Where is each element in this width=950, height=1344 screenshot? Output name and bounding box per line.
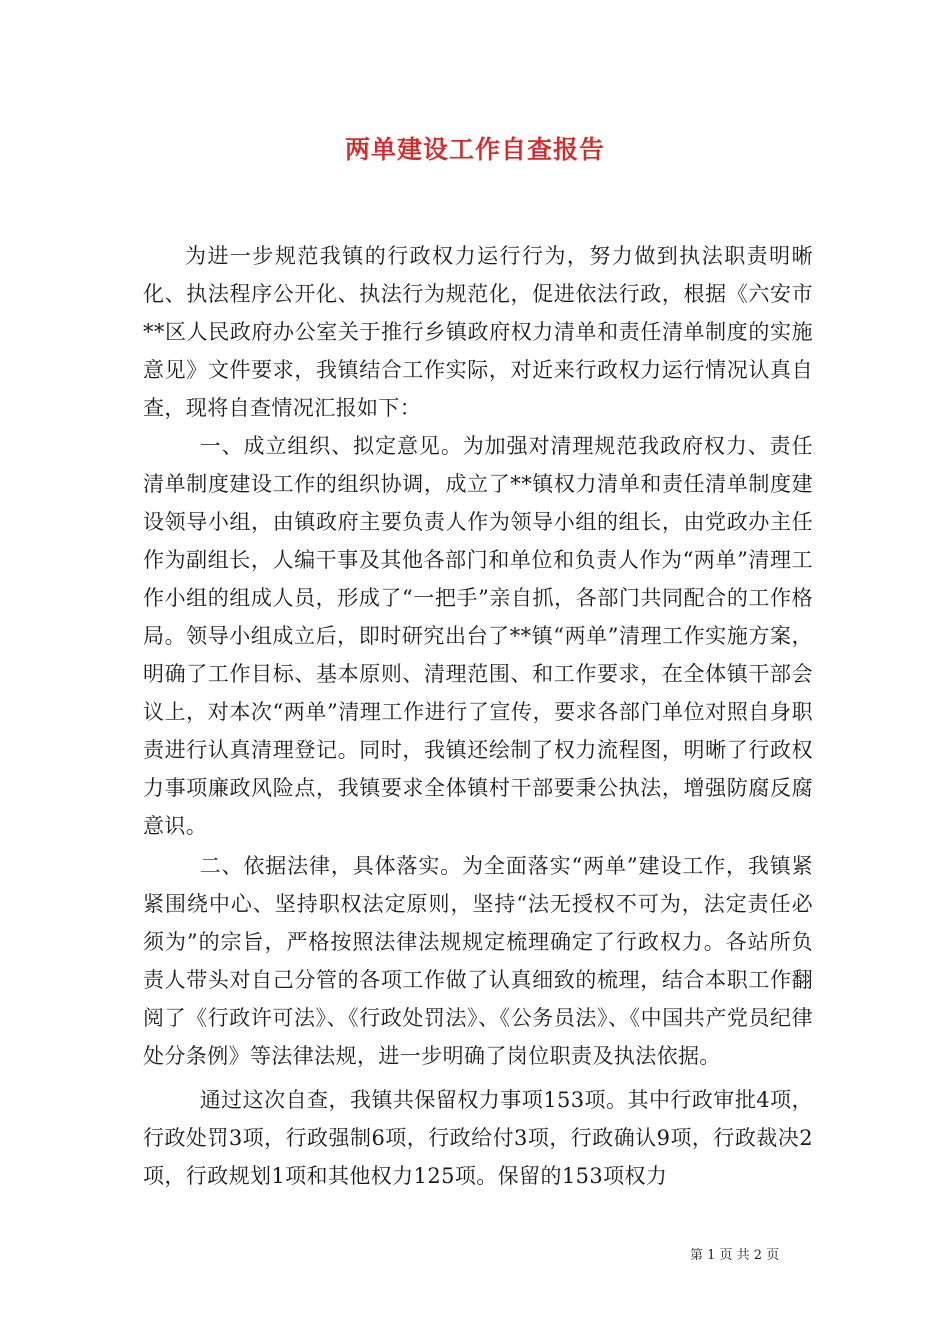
paragraph-section-1: 一、成立组织、拟定意见。为加强对清理规范我政府权力、责任清单制度建设工作的组织协调，成立了**镇权力清单和责任清单制度建设领导小组，由镇政府主要负责人作为领导小组的组长，由党政办主任作为副组长，人编干事及其他各部门和单位和负责人作为“两单”清理工作小组的组成人员，形成了“一把手”亲自抓，各部门共同配合的工作格局。领导小组成立后，即时研究出台了**镇“两单”清理工作实施方案，明确了工作目标、基本原则、清理范围、和工作要求，在全体镇干部会议上，对本次“两单”清理工作进行了宣传，要求各部门单位对照自身职责进行认真清理登记。同时，我镇还绘制了权力流程图，明晰了行政权力事项廉政风险点，我镇要求全体镇村干部要秉公执法，增强防腐反腐意识。	[143, 434, 813, 838]
paragraph-summary: 通过这次自查，我镇共保留权力事项153项。其中行政审批4项，行政处罚3项，行政强制6项，行政给付3项，行政确认9项，行政裁决2项，行政规划1项和其他权力125项。保留的153项权力	[143, 1088, 813, 1188]
document-body	[143, 237, 813, 1195]
page-number: 第 1 页 共 2 页	[690, 1248, 780, 1263]
paragraph-section-2: 二、依据法律，具体落实。为全面落实“两单”建设工作，我镇紧紧围绕中心、坚持职权法定原则，坚持“法无授权不可为，法定责任必须为”的宗旨，严格按照法律法规规定梳理确定了行政权力。各站所负责人带头对自己分管的各项工作做了认真细致的梳理，结合本职工作翻阅了《行政许可法》、《行政处罚法》、《公务员法》、《中国共产党员纪律处分条例》等法律法规，进一步明确了岗位职责及执法依据。	[143, 854, 813, 1068]
document-title: 两单建设工作自查报告	[344, 135, 605, 164]
paragraph-intro: 为进一步规范我镇的行政权力运行行为，努力做到执法职责明晰化、执法程序公开化、执法行为规范化，促进依法行政，根据《六安市**区人民政府办公室关于推行乡镇政府权力清单和责任清单制度的实施意见》文件要求，我镇结合工作实际，对近来行政权力运行情况认真自查，现将自查情况汇报如下：	[143, 244, 813, 420]
